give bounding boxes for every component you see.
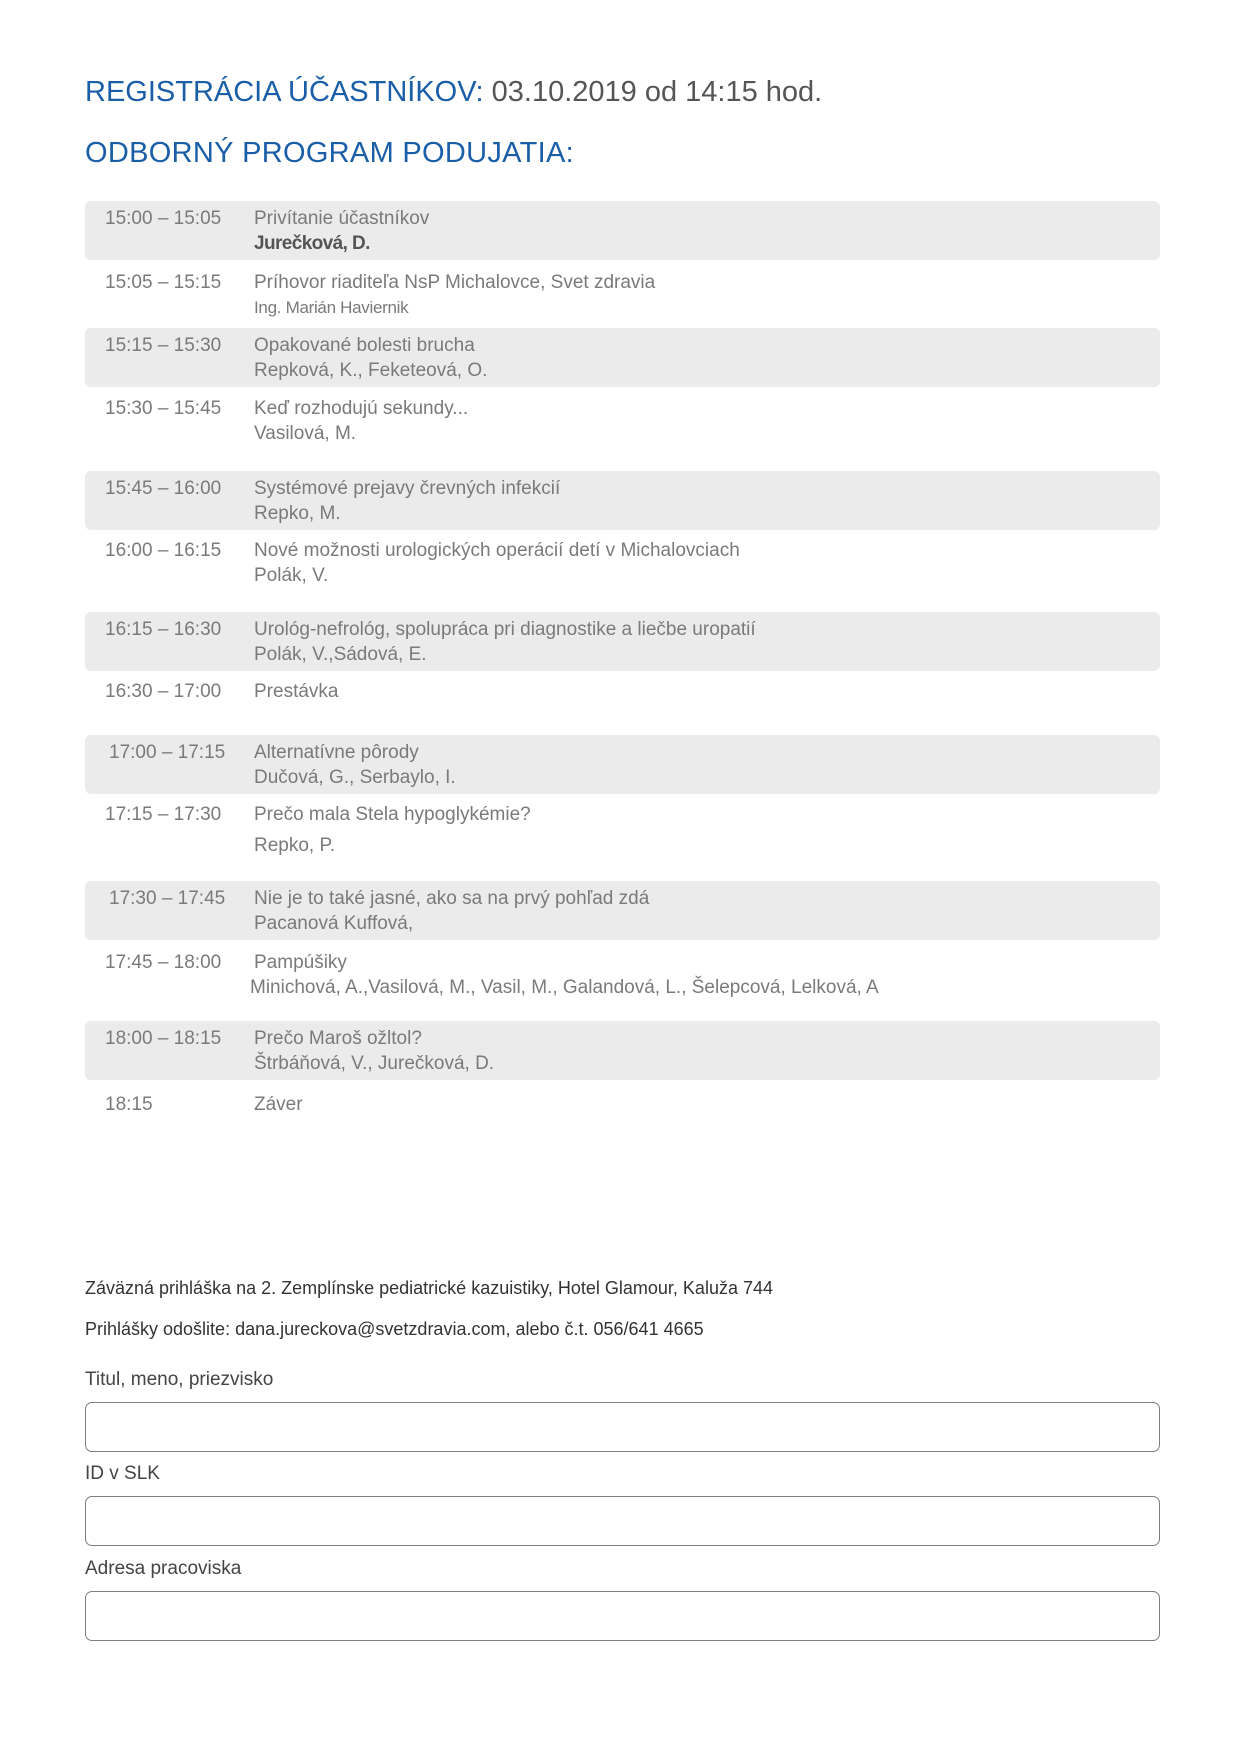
program-talk-title: Pampúšiky — [254, 952, 347, 973]
program-time: 18:00 – 18:15 — [105, 1028, 222, 1049]
program-speakers: Repko, P. — [254, 835, 335, 856]
program-time: 15:15 – 15:30 — [105, 335, 222, 356]
program-talk-title: Opakované bolesti brucha — [254, 335, 475, 356]
program-time: 16:15 – 16:30 — [105, 619, 222, 640]
program-row — [85, 945, 1160, 1004]
program-speakers: Dučová, G., Serbaylo, I. — [254, 767, 456, 788]
program-speakers: Ing. Marián Haviernik — [254, 298, 409, 317]
program-row — [85, 533, 1160, 592]
program-talk-title: Záver — [254, 1094, 303, 1115]
program-time: 17:15 – 17:30 — [105, 804, 222, 825]
program-speakers: Repko, M. — [254, 503, 341, 524]
program-talk-title: Privítanie účastníkov — [254, 208, 430, 229]
program-time: 15:00 – 15:05 — [105, 208, 222, 229]
workplace-address-field[interactable] — [85, 1591, 1160, 1641]
workplace-address-field-label: Adresa pracoviska — [85, 1558, 242, 1579]
program-speakers: Jurečková, D. — [254, 233, 370, 254]
program-row — [85, 674, 1160, 733]
program-time: 15:05 – 15:15 — [105, 272, 222, 293]
program-speakers: Pacanová Kuffová, — [254, 913, 414, 934]
program-row — [85, 1087, 1160, 1146]
program-speakers: Polák, V. — [254, 565, 329, 586]
registration-datetime: 03.10.2019 od 14:15 hod. — [491, 76, 823, 108]
program-time: 16:00 – 16:15 — [105, 540, 222, 561]
program-row — [85, 881, 1160, 940]
program-row — [85, 797, 1160, 856]
slk-id-field[interactable] — [85, 1496, 1160, 1546]
registration-heading — [85, 74, 822, 110]
program-speakers: Minichová, A.,Vasilová, M., Vasil, M., Galandová, L., Šelepcová, Lelková, A — [250, 977, 879, 998]
program-row — [85, 471, 1160, 530]
program-talk-title: Prečo mala Stela hypoglykémie? — [254, 804, 531, 825]
name-field[interactable] — [85, 1402, 1160, 1452]
program-speakers: Vasilová, M. — [254, 423, 357, 444]
program-talk-title: Keď rozhodujú sekundy... — [254, 398, 469, 419]
program-time: 16:30 – 17:00 — [105, 681, 222, 702]
program-time: 15:45 – 16:00 — [105, 478, 222, 499]
program-time: 17:30 – 17:45 — [109, 888, 226, 909]
registration-label: REGISTRÁCIA ÚČASTNÍKOV: — [85, 76, 484, 108]
name-field-label: Titul, meno, priezvisko — [85, 1369, 274, 1390]
program-row — [85, 1021, 1160, 1080]
program-row — [85, 328, 1160, 387]
application-note: Záväzná prihláška na 2. Zemplínske pediatrické kazuistiky, Hotel Glamour, Kaluža 744 — [85, 1278, 773, 1298]
program-talk-title: Príhovor riaditeľa NsP Michalovce, Svet zdravia — [254, 272, 656, 293]
program-time: 17:00 – 17:15 — [109, 742, 226, 763]
program-time: 15:30 – 15:45 — [105, 398, 222, 419]
program-speakers: Polák, V.,Sádová, E. — [254, 644, 427, 665]
program-talk-title: Prečo Maroš ožltol? — [254, 1028, 422, 1049]
program-row — [85, 735, 1160, 794]
program-row — [85, 265, 1160, 324]
program-talk-title: Nie je to také jasné, ako sa na prvý pohľad zdá — [254, 888, 650, 909]
program-time: 18:15 — [105, 1094, 153, 1115]
program-talk-title: Nové možnosti urologických operácií detí v Michalovciach — [254, 540, 740, 561]
program-time: 17:45 – 18:00 — [105, 952, 222, 973]
program-speakers: Repková, K., Feketeová, O. — [254, 360, 488, 381]
program-speakers: Štrbáňová, V., Jurečková, D. — [254, 1053, 495, 1074]
program-title: ODBORNÝ PROGRAM PODUJATIA: — [85, 137, 575, 169]
program-row — [85, 201, 1160, 260]
program-talk-title: Alternatívne pôrody — [254, 742, 419, 763]
slk-id-field-label: ID v SLK — [85, 1463, 160, 1484]
program-talk-title: Systémové prejavy črevných infekcií — [254, 478, 561, 499]
send-instructions: Prihlášky odošlite: dana.jureckova@svetzdravia.com, alebo č.t. 056/641 4665 — [85, 1319, 704, 1339]
program-row — [85, 612, 1160, 671]
program-row — [85, 391, 1160, 450]
program-talk-title: Urológ-nefrológ, spolupráca pri diagnostike a liečbe uropatií — [254, 619, 756, 640]
program-talk-title: Prestávka — [254, 681, 339, 702]
